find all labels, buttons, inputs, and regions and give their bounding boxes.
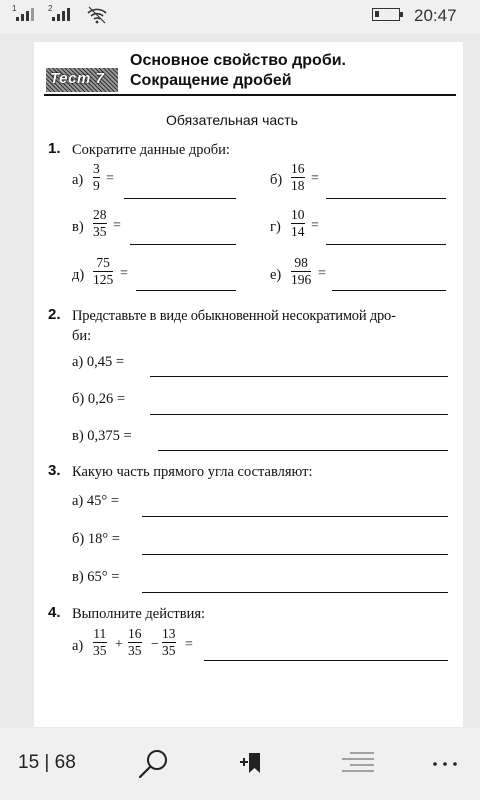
q4a-equals: = xyxy=(185,637,193,652)
document-page[interactable] xyxy=(34,42,463,727)
q3b-answer-line[interactable] xyxy=(142,554,448,555)
q2a-text: а) 0,45 = xyxy=(72,354,125,370)
test-badge-label: Тест 7 xyxy=(50,70,105,87)
q1e-fraction xyxy=(93,256,113,287)
q1c-numerator: 28 xyxy=(93,207,107,222)
q1b-numerator: 16 xyxy=(291,161,305,176)
q1f-fraction xyxy=(291,256,311,287)
page-title-line1: Основное свойство дроби. xyxy=(130,52,346,69)
q1d-equals: = xyxy=(311,218,319,233)
q2b-answer-line[interactable] xyxy=(150,414,448,415)
q4a-fraction-2 xyxy=(128,627,142,658)
battery-icon xyxy=(372,8,400,21)
q4a-f1-numerator: 11 xyxy=(93,626,107,641)
table-of-contents-icon[interactable] xyxy=(340,750,376,776)
q1a-numerator: 3 xyxy=(93,161,100,176)
q1f-answer-line[interactable] xyxy=(332,290,446,291)
q1b-answer-line[interactable] xyxy=(326,198,446,199)
q3a-text: а) 45° = xyxy=(72,493,119,509)
q1b-label: б) xyxy=(270,172,283,188)
bottom-app-bar xyxy=(0,728,480,800)
sim1-signal-icon xyxy=(12,4,34,21)
q2b-text: б) 0,26 = xyxy=(72,391,126,407)
q4a-fraction-3 xyxy=(162,627,176,658)
title-rule xyxy=(44,94,456,96)
q3c-text: в) 65° = xyxy=(72,569,120,585)
q2-number: 2. xyxy=(48,306,61,323)
q1e-numerator: 75 xyxy=(96,255,110,270)
q1f-denominator: 196 xyxy=(291,272,312,287)
q2a-answer-line[interactable] xyxy=(150,376,448,377)
sim2-label: 2 xyxy=(48,4,53,13)
q1a-answer-line[interactable] xyxy=(124,198,236,199)
search-icon[interactable] xyxy=(136,748,170,780)
q1-number: 1. xyxy=(48,140,61,157)
q1a-denominator: 9 xyxy=(93,178,100,193)
q4a-minus: − xyxy=(151,637,159,652)
q1b-denominator: 18 xyxy=(291,178,305,193)
q1d-label: г) xyxy=(270,219,281,235)
q1b-equals: = xyxy=(311,171,319,186)
q4a-f3-numerator: 13 xyxy=(162,626,176,641)
clock: 20:47 xyxy=(414,6,457,25)
q4-text: Выполните действия: xyxy=(72,606,206,622)
q1f-label: е) xyxy=(270,267,282,283)
q4a-f1-denominator: 35 xyxy=(93,643,107,658)
q1d-denominator: 14 xyxy=(291,224,305,239)
q4a-label: а) xyxy=(72,638,84,654)
wifi-icon xyxy=(86,6,108,24)
q1f-numerator: 98 xyxy=(294,255,308,270)
q4a-fraction-1 xyxy=(93,627,107,658)
q1e-denominator: 125 xyxy=(93,272,114,287)
q4a-f3-denominator: 35 xyxy=(162,643,176,658)
q1c-fraction xyxy=(93,208,107,239)
q2c-text: в) 0,375 = xyxy=(72,428,132,444)
q1d-numerator: 10 xyxy=(291,207,305,222)
page-title-line2: Сокращение дробей xyxy=(130,72,292,89)
test-badge xyxy=(46,68,118,92)
q4-number: 4. xyxy=(48,604,61,621)
q1c-denominator: 35 xyxy=(93,224,107,239)
q1c-equals: = xyxy=(113,218,121,233)
q1d-answer-line[interactable] xyxy=(326,244,446,245)
q1c-answer-line[interactable] xyxy=(130,244,236,245)
q1a-label: а) xyxy=(72,172,84,188)
add-bookmark-icon[interactable] xyxy=(238,749,266,777)
q1d-fraction xyxy=(291,208,305,239)
q3c-answer-line[interactable] xyxy=(142,592,448,593)
q1c-label: в) xyxy=(72,219,84,235)
more-icon[interactable] xyxy=(432,760,458,768)
section-heading: Обязательная часть xyxy=(166,112,298,128)
q1e-label: д) xyxy=(72,267,85,283)
q1-text: Сократите данные дроби: xyxy=(72,142,230,158)
q2-text-line2: би: xyxy=(72,328,92,344)
q2-text-line1: Представьте в виде обыкновенной несократимой дро- xyxy=(72,308,396,324)
q4a-plus: + xyxy=(115,637,123,652)
q1b-fraction xyxy=(291,162,305,193)
q1a-fraction xyxy=(93,162,100,193)
q3-text: Какую часть прямого угла составляют: xyxy=(72,464,313,480)
q1f-equals: = xyxy=(318,266,326,281)
sim1-label: 1 xyxy=(12,4,17,13)
q1e-equals: = xyxy=(120,266,128,281)
sim2-signal-icon xyxy=(48,4,70,21)
q3a-answer-line[interactable] xyxy=(142,516,448,517)
q1e-answer-line[interactable] xyxy=(136,290,236,291)
q4a-f2-numerator: 16 xyxy=(128,626,142,641)
status-bar xyxy=(0,0,480,34)
q1a-equals: = xyxy=(106,171,114,186)
q4a-answer-line[interactable] xyxy=(204,660,448,661)
q4a-f2-denominator: 35 xyxy=(128,643,142,658)
q3-number: 3. xyxy=(48,462,61,479)
q3b-text: б) 18° = xyxy=(72,531,120,547)
q2c-answer-line[interactable] xyxy=(158,450,448,451)
page-indicator[interactable]: 15 | 68 xyxy=(18,752,76,773)
